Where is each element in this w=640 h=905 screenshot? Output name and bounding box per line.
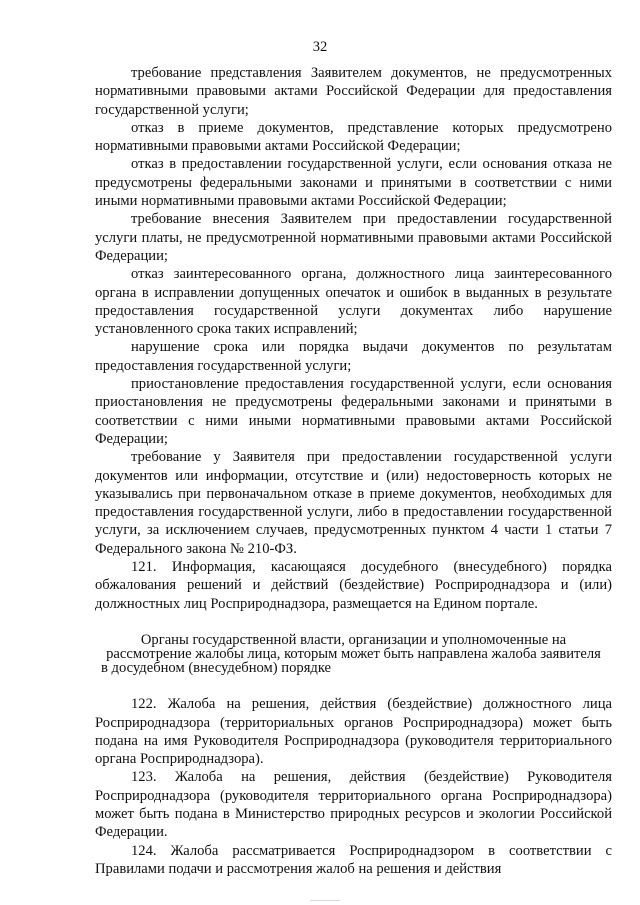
paragraph: требование у Заявителя при предоставлении государственной услуги документов или информации, отсутствие и (или) недостоверность которых не указывались при первоначальном отказе в приеме документов, необходимых для предоставления государственной услуги, либо в предоставлении государственной услуги, за исключением случаев, предусмотренных пунктом 4 части 1 статьи 7 Федерального закона № 210-ФЗ. (95, 449, 612, 557)
paragraph: отказ в приеме документов, представление которых предусмотрено нормативными правовыми актами Российской Федерации; (95, 119, 612, 155)
paragraph-123: 123. Жалоба на решения, действия (бездействие) Руководителя Росприроднадзора (руководителя территориального органа Росприроднадзора) может быть подана в Министерство природных ресурсов и экологии Российской Федерации. (95, 769, 612, 841)
paragraph: приостановление предоставления государственной услуги, если основания приостановления не предусмотрены федеральными законами и принятыми в соответствии с ними иными нормативными правовыми актами Российской Федерации; (95, 376, 612, 447)
paragraph: отказ заинтересованного органа, должностного лица заинтересованного органа в исправлении допущенных опечаток и ошибок в выданных в результате предоставления государственной услуги документах либо нарушение установленного срока таких исправлений; (95, 266, 612, 338)
page-number: 32 (312, 39, 328, 55)
section-heading: Органы государственной власти, организации и уполномоченные на рассмотрение жалобы лица, которым может быть направлена жалоба заявителя в досудебном (внесудебном) порядке (101, 631, 601, 676)
paragraph-124: 124. Жалоба рассматривается Росприроднадзором в соответствии с Правилами подачи и рассмотрения жалоб на решения и действия (95, 842, 612, 877)
scan-artifact-line (310, 900, 340, 901)
paragraph: требование представления Заявителем документов, не предусмотренных нормативными правовыми актами Российской Федерации для предоставления государственной услуги; (95, 65, 612, 118)
paragraph: требование внесения Заявителем при предоставлении государственной услуги платы, не предусмотренной нормативными правовыми актами Российской Федерации; (95, 211, 612, 264)
paragraph: отказ в предоставлении государственной услуги, если основания отказа не предусмотрены федеральными законами и принятыми в соответствии с ними иными нормативными правовыми актами Российской Федерации; (95, 156, 612, 210)
paragraph-122: 122. Жалоба на решения, действия (бездействие) должностного лица Росприроднадзора (территориальных органов Росприроднадзора) может быть подана на имя Руководителя Росприроднадзора (руководителя территориального органа Росприроднадзора). (95, 696, 612, 768)
paragraph-121: 121. Информация, касающаяся досудебного (внесудебного) порядка обжалования решений и действий (бездействие) Росприроднадзора и (или) должностных лиц Росприроднадзора, размещается на Едином портале. (95, 559, 612, 612)
page-body (95, 64, 612, 878)
paragraph: нарушение срока или порядка выдачи документов по результатам предоставления государственной услуги; (95, 339, 612, 374)
